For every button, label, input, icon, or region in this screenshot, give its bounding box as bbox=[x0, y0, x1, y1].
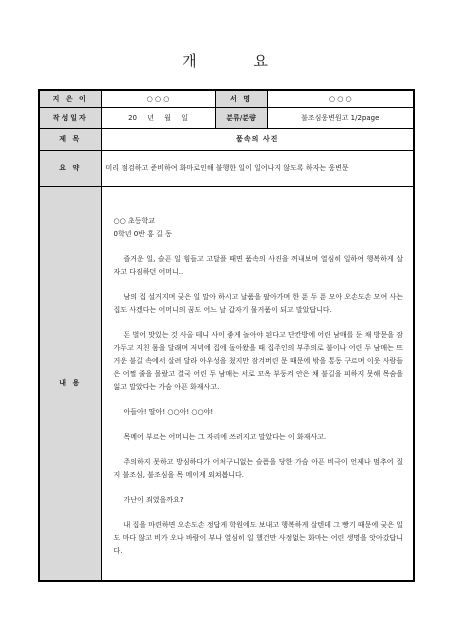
content-paragraph: 가난이 죄였을까요? bbox=[123, 495, 184, 504]
content-paragraph: 내 집을 마련하면 오손도손 정답게 학원에도 보내고 행복하게 살텐데 그 빵기 때문에 궂은 일도 마다 않고 비가 오나 바람이 부나 열심히 일 했건만 사정없는 화마는 어린 생명을 앗아갔답니다. bbox=[113, 520, 403, 555]
category-label: 분류/분량 bbox=[215, 107, 267, 128]
content-paragraph: 즐거운 일, 슬픈 일 힘들고 고달플 때면 품속의 사진을 꺼내보며 열심히 일하여 행복하게 살자고 다짐하던 어머니.. bbox=[113, 254, 403, 276]
subject-value: 품속의 사진 bbox=[101, 128, 414, 150]
student-name: 0학년 0반 홍 길 동 bbox=[113, 229, 172, 238]
content-paragraph: 남의 집 설거지며 궂은 일 말아 하시고 날품을 팔아가며 한 푼 두 푼 모아 오손도손 모여 사는 집도 사겠다는 어머니의 꿈도 어느 날 갑자기 물거품이 되고 말았답니다. bbox=[113, 292, 403, 314]
content-paragraph: 돈 벌어 맛있는 것 사올 테니 사이 좋게 놀아야 된다고 단칸방에 어린 남매를 둔 채 방문을 잠가두고 지친 몸을 달래며 저녁에 집에 돌아왔을 때 집주인의 부주의로 불이나 어린 두 남매는 뜨거운 불길 속에서 살려 달라 아우성을 쳤지만 잠겨버린 문 때문에 밖을 통동 구르며 이웃 사람들은 어쩔 줄을 몰랐고 결국 어린 두 남매는 서로 꼬옥 부둥켜 안은 채 불길을 피하지 못해 목숨을 잃고 말았다는 가슴 아픈 화재사고. bbox=[113, 330, 403, 391]
category-value: 불조심웅변원고 1/2page bbox=[267, 107, 414, 128]
author-label: 지 은 이 bbox=[39, 90, 101, 107]
content-paragraph: 아들아! 딸아! ○○아! ○○야! bbox=[123, 407, 214, 416]
signature-label: 서 명 bbox=[215, 90, 267, 107]
subject-label: 제 목 bbox=[39, 128, 101, 150]
content-paragraph: 목메어 부르는 어머니는 그 자리에 쓰러지고 말았다는 이 화재사고. bbox=[123, 432, 327, 441]
content-paragraph: 주의하지 못하고 방심하다가 어처구니없는 슬픔을 당한 가슴 아픈 비극이 언제나 멈추어 질지 불조심, 불조심을 목 메이게 외쳐봅니다. bbox=[113, 457, 403, 479]
date-label: 작성일자 bbox=[39, 107, 101, 128]
summary-value: 미리 점검하고 준비하여 화마로인해 불행한 일이 일어나지 않도록 하자는 웅변문 bbox=[101, 150, 414, 186]
document-title: 개 요 bbox=[182, 52, 294, 70]
content-label: 내 용 bbox=[39, 186, 101, 581]
summary-form bbox=[38, 89, 415, 582]
summary-label: 요 약 bbox=[39, 150, 101, 186]
date-value: 20 년 월 일 bbox=[101, 107, 215, 128]
content-body bbox=[101, 186, 414, 581]
author-value: ○ ○ ○ bbox=[101, 90, 215, 107]
signature-value: ○ ○ ○ bbox=[267, 90, 414, 107]
school-name: ○○ 초등학교 bbox=[113, 216, 155, 225]
